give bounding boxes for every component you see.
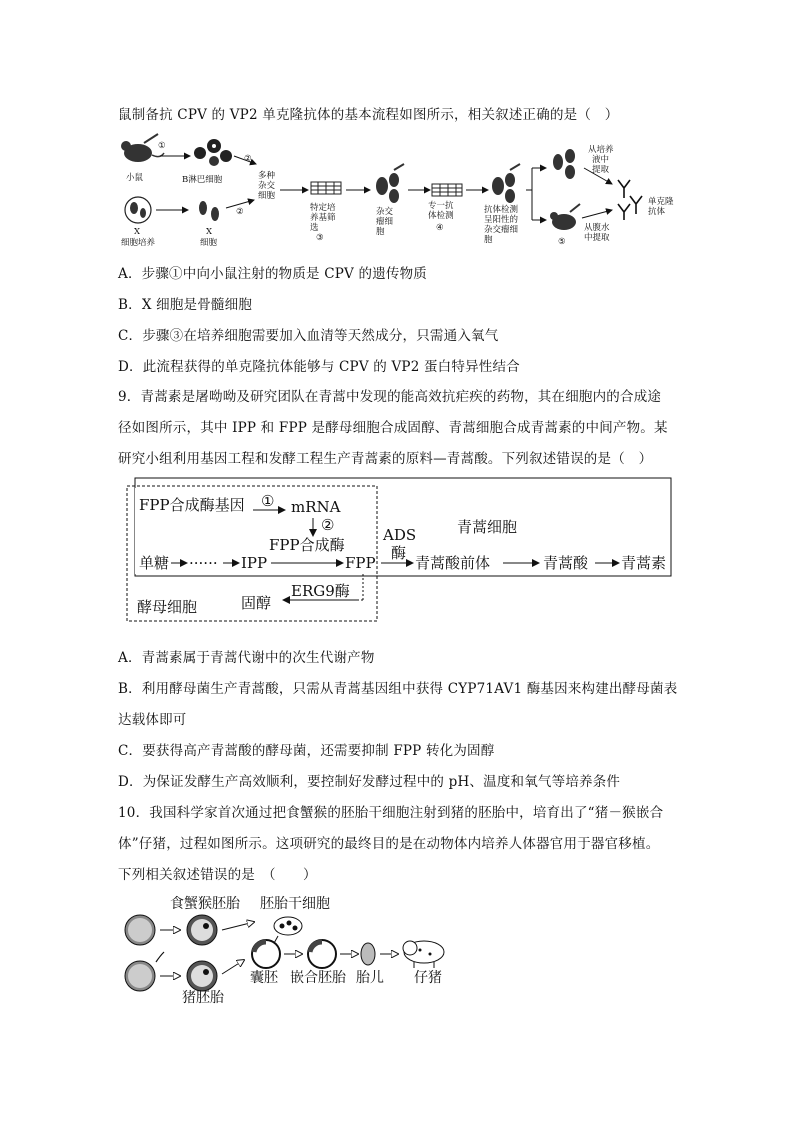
label-x-cell-top: X: [206, 227, 213, 237]
q9-option-d: D．为保证发酵生产高效顺利，要控制好发酵过程中的 pH、温度和氧气等培养条件: [118, 774, 621, 790]
q9-stem-line1: 9．青蒿素是屠呦呦及研究团队在青蒿中发现的能高效抗疟疾的药物，其在细胞内的合成途: [118, 389, 662, 405]
q8-option-b: B．X 细胞是骨髓细胞: [118, 297, 253, 313]
label-step3: ③: [316, 233, 324, 243]
q9-option-b-line1: B．利用酵母菌生产青蒿酸，只需从青蒿基因组中获得 CYP71AV1 酶基因来构建出酵母菌表: [118, 681, 678, 697]
label-step5: ⑤: [558, 237, 566, 247]
pig-oocyte-icon: [125, 961, 155, 991]
label-hybridoma-0: 杂交: [376, 207, 394, 217]
label-fpp-enzyme: FPP合成酶: [269, 536, 345, 554]
x-cell-icon: [199, 201, 207, 215]
q10-stem-line3: 下列相关叙述错误的是 （ ）: [118, 867, 317, 883]
label-step4: ④: [436, 223, 444, 233]
label-monosaccharide: 单糖: [139, 554, 170, 572]
label-antibody-test-1: 体检测: [428, 211, 454, 221]
cultured-cells-icon: [553, 149, 575, 179]
hybridoma-icon: [376, 164, 404, 203]
monkey-oocyte-icon: [125, 915, 155, 945]
label-selective-0: 特定培: [310, 203, 336, 213]
label-antibody-test-0: 专一抗: [428, 201, 454, 211]
label-from-culture-0: 从培养: [588, 145, 614, 155]
label-dots: ······: [189, 554, 218, 572]
label-selective-1: 养基筛: [310, 213, 336, 223]
q9-figure: [125, 476, 677, 626]
label-stem-cells: 胚胎干细胞: [260, 896, 330, 912]
label-x-culture-top: X: [134, 227, 141, 237]
positive-hybridoma-icon: [492, 164, 520, 203]
label-yeast-cell: 酵母细胞: [137, 598, 198, 616]
q9-stem-line2: 径如图所示，其中 IPP 和 FPP 是酵母细胞合成固醇、青蒿细胞合成青蒿素的中间产物。某: [118, 420, 668, 436]
culture-plate-icon: [311, 182, 341, 194]
q10-stem-line2: 体”仔猪，过程如图所示。这项研究的最终目的是在动物体内培养人体器官用于器官移植。: [118, 836, 660, 852]
label-hybridoma-1: 瘤细: [376, 217, 394, 227]
label-mouse: 小鼠: [126, 173, 144, 183]
b-lymphocyte-icon: [194, 139, 232, 166]
piglet-icon: [403, 941, 444, 968]
label-selective-2: 选: [310, 223, 319, 233]
label-mrna: mRNA: [291, 498, 341, 516]
label-artemisinin: 青蒿素: [621, 554, 667, 572]
label-x-cell: 细胞: [200, 238, 218, 248]
label-step2b: ②: [236, 207, 244, 217]
label-monoclonal-1: 抗体: [648, 207, 666, 217]
stem-cells-icon: [274, 917, 302, 935]
label-pig-embryo: 猪胚胎: [182, 990, 224, 1006]
label-ads: ADS: [383, 526, 417, 544]
label-sterol: 固醇: [241, 594, 272, 612]
label-fetus: 胎儿: [356, 970, 384, 986]
label-from-culture-1: 液中: [592, 155, 610, 165]
label-positive-1: 呈阳性的: [484, 215, 519, 225]
label-from-ascites-0: 从腹水: [584, 223, 610, 233]
antibody-icon: [618, 180, 642, 220]
label-fpp: FPP: [345, 554, 376, 572]
q10-stem-line1: 10．我国科学家首次通过把食蟹猴的胚胎干细胞注射到猪的胚胎中，培育出了“猪－猴嵌合: [118, 805, 664, 821]
label-fpp-gene: FPP合成酶基因: [139, 496, 245, 514]
label-b-cell: B淋巴细胞: [182, 175, 223, 185]
q10-figure: [120, 892, 460, 1008]
label-artemisinic-acid: 青蒿酸: [543, 554, 589, 572]
q8-figure: [118, 128, 708, 250]
sperm-icon: [156, 952, 164, 962]
q8-option-a: A．步骤①中向小鼠注射的物质是 CPV 的遗传物质: [118, 266, 427, 282]
culture-dish-icon: [125, 197, 151, 223]
label-multi-hybrid-0: 多种: [258, 171, 276, 181]
pig-embryo-icon: [187, 961, 217, 991]
label-artemisia-cell: 青蒿细胞: [457, 518, 518, 536]
detection-plate-icon: [432, 184, 462, 196]
label-ipp: IPP: [241, 554, 268, 572]
label-x-culture: 细胞培养: [121, 238, 156, 248]
chimeric-embryo-icon: [308, 940, 336, 968]
label-chimeric-embryo: 嵌合胚胎: [290, 970, 346, 986]
q8-option-d: D．此流程获得的单克隆抗体能够与 CPV 的 VP2 蛋白特异性结合: [118, 359, 520, 375]
label-step1: ①: [261, 492, 275, 510]
label-positive-2: 杂交瘤细: [484, 225, 519, 235]
q9-option-c: C．要获得高产青蒿酸的酵母菌，还需要抑制 FPP 转化为固醇: [118, 743, 495, 759]
label-monkey-embryo: 食蟹猴胚胎: [170, 896, 240, 912]
q8-stem: 鼠制备抗 CPV 的 VP2 单克隆抗体的基本流程如图所示，相关叙述正确的是（ ）: [118, 107, 619, 123]
fetus-icon: [361, 943, 375, 965]
label-from-culture-2: 提取: [592, 165, 610, 175]
blastocyst-icon: [252, 940, 280, 968]
label-positive-0: 抗体检测: [484, 205, 519, 215]
label-piglet: 仔猪: [414, 970, 442, 986]
label-blastocyst: 囊胚: [250, 970, 278, 986]
q8-option-c: C．步骤③在培养细胞需要加入血清等天然成分，只需通入氧气: [118, 328, 499, 344]
label-hybridoma-2: 胞: [376, 227, 385, 237]
q9-stem-line3: 研究小组利用基因工程和发酵工程生产青蒿素的原料—青蒿酸。下列叙述错误的是（ ）: [118, 451, 653, 467]
label-multi-hybrid-2: 细胞: [258, 191, 276, 201]
label-ads-enzyme: 酶: [391, 544, 407, 562]
label-from-ascites-1: 中提取: [584, 233, 610, 243]
monkey-embryo-icon: [187, 915, 217, 945]
q9-option-a: A．青蒿素属于青蒿代谢中的次生代谢产物: [118, 650, 375, 666]
label-multi-hybrid-1: 杂交: [258, 181, 276, 191]
mouse-ascites-icon: [550, 204, 580, 230]
label-step1: ①: [158, 141, 166, 151]
label-monoclonal-0: 单克隆: [648, 197, 674, 207]
q9-option-b-line2: 达载体即可: [118, 712, 187, 728]
label-step2: ②: [321, 516, 335, 534]
label-positive-3: 胞: [484, 235, 493, 245]
label-step2a: ②: [244, 154, 252, 164]
label-precursor: 青蒿酸前体: [415, 554, 491, 572]
label-erg9: ERG9酶: [291, 582, 350, 600]
